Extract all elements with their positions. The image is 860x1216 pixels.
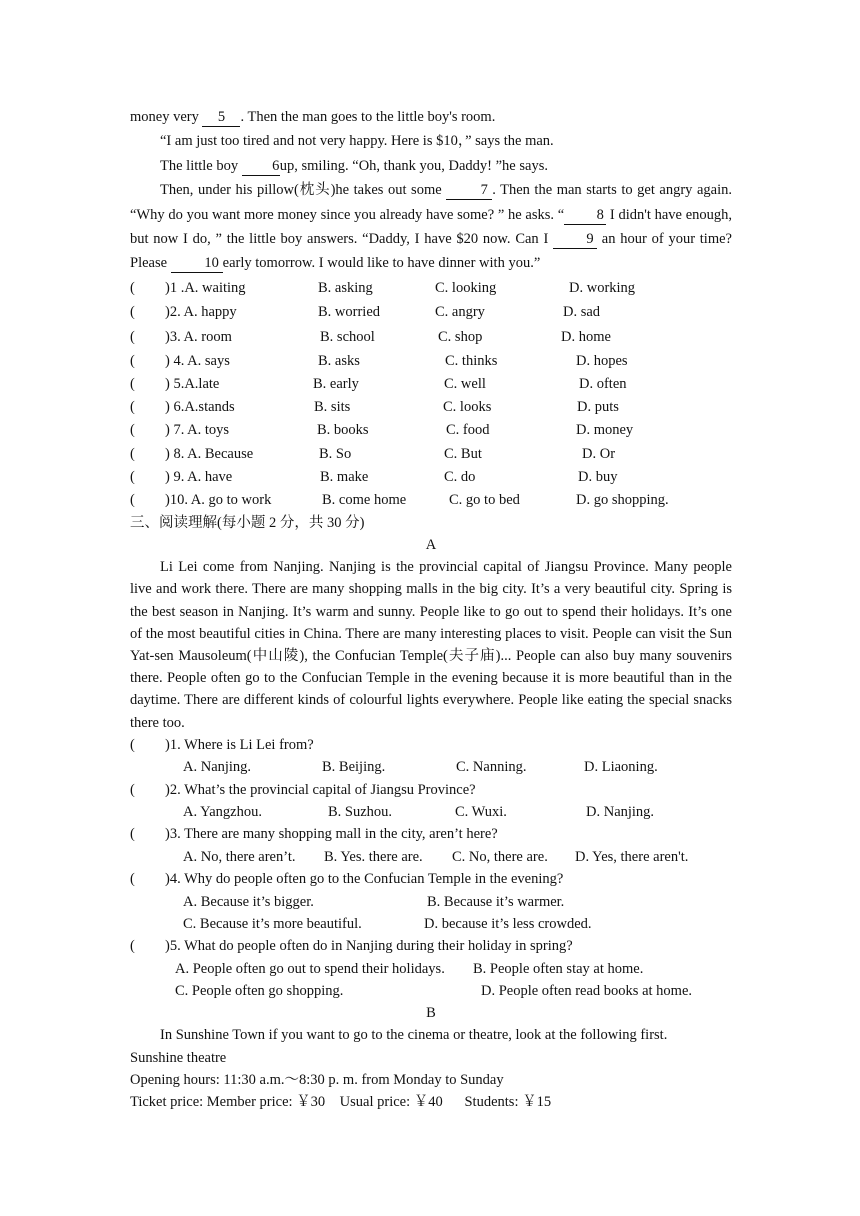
option-d: D. Nanjing. xyxy=(586,803,655,820)
reading-question-2-options xyxy=(130,801,732,823)
option-a: ) 8. A. Because xyxy=(165,445,254,462)
option-a: A. People often go out to spend their holidays. xyxy=(175,960,445,977)
option-c: C. food xyxy=(446,422,490,439)
passage-b-label: B xyxy=(426,1005,436,1022)
answer-paren: ( xyxy=(130,938,135,955)
option-c: C. People often go shopping. xyxy=(175,983,344,1000)
cloze-question-5 xyxy=(130,373,732,396)
option-b: B. So xyxy=(319,445,352,462)
blank-7: 7 xyxy=(446,181,492,200)
option-c: C. Because it’s more beautiful. xyxy=(183,915,362,932)
option-d: D. Or xyxy=(582,445,616,462)
text: The little boy xyxy=(160,157,242,174)
text: up, smiling. “Oh, thank you, Daddy! ”he says. xyxy=(279,157,548,174)
passage-a-label: A xyxy=(425,537,437,554)
reading-question-4-options-cd xyxy=(130,913,732,935)
answer-paren: ( xyxy=(130,781,135,798)
cloze-question-10 xyxy=(130,489,732,512)
answer-paren: ( xyxy=(130,491,135,508)
text: . Then the man starts to get angry again. “Why do you want more money since you already have some? ” he asks. “ xyxy=(130,182,732,223)
option-d: D. Yes, there aren't. xyxy=(575,848,689,865)
option-a: A. Because it’s bigger. xyxy=(183,893,314,910)
answer-paren: ( xyxy=(130,422,135,439)
option-d: D. money xyxy=(576,422,634,439)
option-d: D. working xyxy=(569,279,636,296)
option-b: B. school xyxy=(320,329,375,346)
option-b: B. asks xyxy=(318,353,360,370)
passage-b-intro: In Sunshine Town if you want to go to the cinema or theatre, look at the following first. xyxy=(160,1027,668,1044)
reading-question-5-options-cd xyxy=(130,980,732,1002)
answer-paren: ( xyxy=(130,329,135,346)
option-d: D. often xyxy=(579,376,627,393)
blank-5: 5 xyxy=(202,108,240,127)
option-c: C. Wuxi. xyxy=(455,803,507,820)
cloze-options xyxy=(130,277,732,512)
text: . Then the man goes to the little boy's room. xyxy=(240,109,496,125)
question-stem: )1. Where is Li Lei from? xyxy=(165,736,314,753)
theatre-name: Sunshine theatre xyxy=(130,1049,227,1066)
answer-paren: ( xyxy=(130,376,135,393)
answer-paren: ( xyxy=(130,304,135,321)
question-stem: )5. What do people often do in Nanjing during their holiday in spring? xyxy=(165,938,573,955)
option-b: B. asking xyxy=(318,279,373,296)
option-d: D. sad xyxy=(563,304,601,321)
option-a: )3. A. room xyxy=(165,329,232,346)
answer-paren: ( xyxy=(130,468,135,485)
option-c: C. looking xyxy=(435,279,497,296)
option-b: B. worried xyxy=(318,304,381,321)
option-a: ) 4. A. says xyxy=(165,353,230,370)
cloze-question-6 xyxy=(130,396,732,419)
reading-question-1 xyxy=(130,734,732,756)
blank-8: 8 xyxy=(564,206,606,225)
option-d: D. People often read books at home. xyxy=(481,983,693,1000)
option-c: C. thinks xyxy=(445,353,498,370)
option-c: C. Nanning. xyxy=(456,759,527,776)
passage-a: Li Lei come from Nanjing. Nanjing is the provincial capital of Jiangsu Province. Many people live and work there. There are many shopping malls in the big city. It’s a very beautiful city. Spring is the best season in Nanjing. It’s warm and sunny. People like to go out to spend their holidays. It’s one of the most beautiful cities in China. There are many interesting places to visit. People can visit the Sun Yat-sen Mausoleum(中山陵), the Confucian Temple(夫子庙)... People can also buy many souvenirs there. People often go to the Confucian Temple in the evening because it is more beautiful than in the daytime. There are different kinds of colourful lights everywhere. People like eating the special snacks there too. xyxy=(130,559,732,731)
text: an hour of your time? Please xyxy=(130,231,732,272)
option-a: )1 .A. waiting xyxy=(165,279,246,296)
text: early tomorrow. I would like to have dinner with you.” xyxy=(222,255,541,272)
option-b: B. come home xyxy=(322,491,407,508)
option-d: D. home xyxy=(561,329,611,346)
reading-question-2 xyxy=(130,779,732,801)
cloze-question-9 xyxy=(130,466,732,489)
option-b: B. Suzhou. xyxy=(328,803,393,820)
cloze-question-1 xyxy=(130,277,732,300)
option-b: B. Beijing. xyxy=(322,759,386,776)
opening-hours: Opening hours: 11:30 a.m.～8:30 p. m. from Monday to Sunday xyxy=(130,1071,504,1088)
cloze-question-4 xyxy=(130,350,732,373)
option-a: ) 7. A. toys xyxy=(165,422,230,439)
question-stem: )4. Why do people often go to the Confucian Temple in the evening? xyxy=(165,871,564,888)
option-c: C. well xyxy=(444,376,486,393)
cloze-paragraph-1 xyxy=(130,105,732,129)
answer-paren: ( xyxy=(130,445,135,462)
option-d: D. because it’s less crowded. xyxy=(424,915,592,932)
option-c: C. But xyxy=(444,445,482,462)
option-a: )2. A. happy xyxy=(165,304,237,321)
answer-paren: ( xyxy=(130,871,135,888)
reading-question-4 xyxy=(130,868,732,890)
option-b: B. make xyxy=(320,468,369,485)
blank-6: 6 xyxy=(242,157,280,176)
blank-9: 9 xyxy=(553,230,597,249)
text: I didn't have enough, but now I do, ” the little boy answers. “Daddy, I have $20 now. Can I xyxy=(130,206,733,248)
question-stem: )3. There are many shopping mall in the city, aren’t here? xyxy=(165,826,498,843)
cloze-paragraph-3 xyxy=(130,154,732,178)
reading-question-4-options-ab xyxy=(130,891,732,913)
question-stem: )2. What’s the provincial capital of Jiangsu Province? xyxy=(165,781,476,798)
option-c: C. No, there are. xyxy=(452,848,548,865)
option-b: B. Yes. there are. xyxy=(324,848,423,865)
text: Then, under his pillow(枕头)he takes out some xyxy=(160,182,447,199)
answer-paren: ( xyxy=(130,736,135,753)
option-a: ) 9. A. have xyxy=(165,468,233,485)
option-a: A. No, there aren’t. xyxy=(183,848,296,865)
blank-10: 10 xyxy=(171,254,223,273)
option-b: B. early xyxy=(313,376,359,393)
option-a: )10. A. go to work xyxy=(165,491,272,508)
option-c: C. looks xyxy=(443,399,492,416)
option-b: B. sits xyxy=(314,399,351,416)
option-d: D. Liaoning. xyxy=(584,759,658,776)
answer-paren: ( xyxy=(130,399,135,416)
section-heading: 三、阅读理解(每小题 2 分，共 30 分) xyxy=(130,515,365,532)
option-a: A. Yangzhou. xyxy=(183,803,262,820)
ticket-price: Ticket price: Member price: ￥30 Usual price: ￥40 Students: ￥15 xyxy=(130,1094,552,1111)
reading-question-3 xyxy=(130,823,732,845)
cloze-paragraph-2: “I am just too tired and not very happy. Here is $10，” says the man. xyxy=(160,133,554,150)
option-b: B. books xyxy=(317,422,369,439)
answer-paren: ( xyxy=(130,353,135,370)
answer-paren: ( xyxy=(130,279,135,296)
cloze-paragraph-4 xyxy=(130,178,732,276)
option-c: C. angry xyxy=(435,304,485,321)
cloze-question-7 xyxy=(130,419,732,442)
option-a: A. Nanjing. xyxy=(183,759,252,776)
cloze-question-2 xyxy=(130,300,732,325)
cloze-question-3 xyxy=(130,325,732,350)
option-b: B. People often stay at home. xyxy=(473,960,644,977)
option-c: C. do xyxy=(444,468,476,485)
cloze-question-8 xyxy=(130,443,732,466)
text: money very xyxy=(130,109,203,125)
option-a: ) 5.A.late xyxy=(165,376,220,393)
option-c: C. shop xyxy=(438,329,483,346)
option-c: C. go to bed xyxy=(449,491,520,508)
option-d: D. hopes xyxy=(576,353,628,370)
option-d: D. puts xyxy=(577,399,619,416)
reading-question-5 xyxy=(130,935,732,957)
reading-question-1-options xyxy=(130,756,732,778)
option-b: B. Because it’s warmer. xyxy=(427,893,565,910)
exam-page xyxy=(130,105,732,1113)
reading-question-3-options xyxy=(130,846,732,868)
option-d: D. go shopping. xyxy=(576,491,669,508)
option-a: ) 6.A.stands xyxy=(165,399,235,416)
answer-paren: ( xyxy=(130,826,135,843)
option-d: D. buy xyxy=(578,468,618,485)
reading-question-5-options-ab xyxy=(130,958,732,980)
